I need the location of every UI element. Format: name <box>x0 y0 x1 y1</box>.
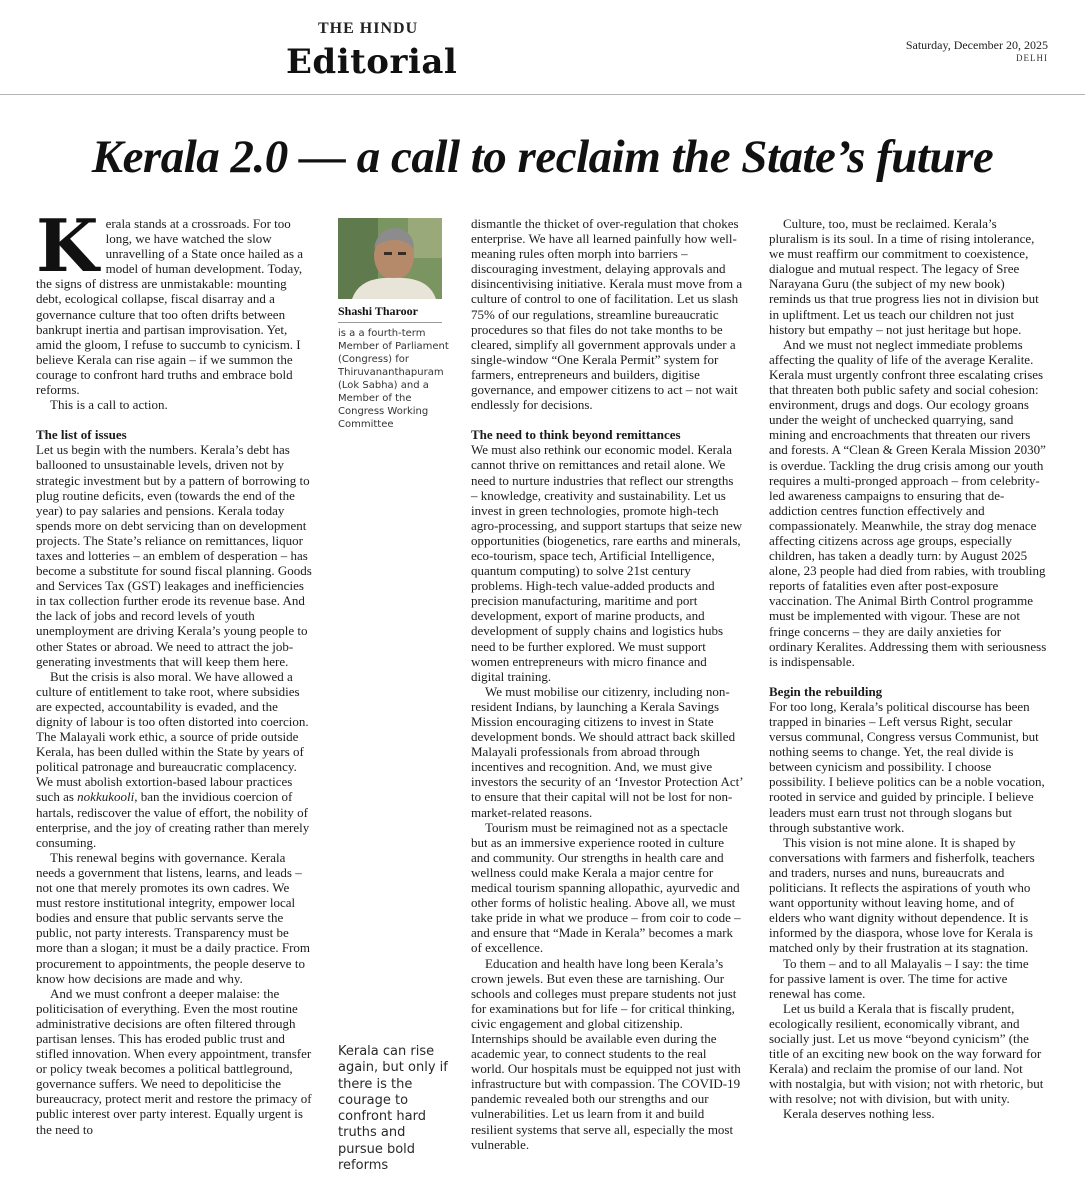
article-column-4 <box>769 216 1047 1122</box>
paragraph <box>36 669 312 850</box>
subheading: Begin the rebuilding <box>769 683 883 699</box>
paragraph: We must also rethink our economic model. Kerala cannot thrive on remittances and retail alone. We need to nurture industries that reflect our strengths – knowledge, creativity and sustainability. Let us invest in green technologies, promote high-tech agro-processing, and support startups that seize new opportunities (biogenetics, rare earths and minerals, eco-tourism, space tech, Artificial Intelligence, quantum computing) to solve 21st century problems. High-tech value-added products and precision manufacturing, maritime and port development, export of marine products, and development of supply chains and logistics hubs need to be further explored. We must support women entrepreneurs with micro finance and digital training. <box>471 442 743 684</box>
subheading: The list of issues <box>36 427 127 443</box>
lead-text: erala stands at a crossroads. For too long, we have watched the slow unravelling of a State once hailed as a model of human development. Today, the signs of distress are unmistakable: mounting debt, ecological collapse, fiscal disarray and a governance culture that too often drifts between bankrupt inertia and partisan improvisation. Yet, amid the gloom, I refuse to succumb to cynicism. I believe Kerala can rise again – if we summon the courage to confront hard truths and embrace bold reforms. <box>36 216 304 398</box>
paragraph-text: But the crisis is also moral. We have allowed a culture of entitlement to take root, where subsidies are expected, accountability is evaded, and the dignity of labour is too often distorted into coercion. The Malayali work ethic, a source of pride outside Kerala, has been dulled within the State by years of political patronage and bureaucratic complacency. We must abolish extortion-based labour practices such as <box>36 668 309 805</box>
author-portrait-image <box>338 218 442 299</box>
paragraph: Let us build a Kerala that is fiscally prudent, ecologically resilient, economically vibrant, and socially just. Let us move “beyond cynicism” (the title of an exciting new book on the way forward for Kerala) and reclaim the promise of our land. Not with nostalgia, but with vision; not with rhetoric, but with resolve; not with division, but with unity. <box>769 1000 1044 1107</box>
paragraph-text: , ban the invidious coercion of hartals, rediscover the value of effort, the nobility of enterprise, and the joy of creating rather than merely consuming. <box>36 789 310 850</box>
publication-date: Saturday, December 20, 2025 <box>905 38 1048 52</box>
italic-term: nokkukooli <box>77 789 135 805</box>
paragraph: Education and health have long been Kerala’s crown jewels. But even these are tarnishing. Our schools and colleges must prepare students not just for examinations but for life – for critical thinking, civic engagement and global citizenship. Internships should be available even during the academic year, to connect students to the real world. Our hospitals must be equipped not just with infrastructure but with compassion. The COVID-19 pandemic revealed both our strengths and our vulnerabilities. Let us learn from it and build resilient systems that serve all, especially the most vulnerable. <box>471 955 741 1152</box>
paragraph: This is a call to action. <box>50 397 168 413</box>
author-bio: is a a fourth-term Member of Parliament (Congress) for Thiruvananthapuram (Lok Sabha) and a Member of the Congress Working Committee <box>338 328 449 430</box>
paragraph: For too long, Kerala’s political discourse has been trapped in binaries – Left versus Right, secular versus communal, Congress versus Communist, but nothing seems to change. Yet, the real divide is between cynicism and possibility. I choose possibility. I believe politics can be a noble vocation, rooted in service and guided by principle. I believe leaders must earn trust not through slogans but through substantive work. <box>769 698 1045 835</box>
paragraph: Culture, too, must be reclaimed. Kerala’s pluralism is its soul. In a time of rising intolerance, we must reaffirm our commitment to coexistence, dialogue and mutual respect. The legacy of Sree Narayana Guru (the subject of my new book) reminds us that true progress lies not in division but in upliftment. Let us teach our children not just history but empathy – not just heritage but hope. <box>769 216 1039 337</box>
masthead-brand: THE HINDU <box>318 20 419 37</box>
drop-cap: K <box>36 203 99 288</box>
author-divider <box>338 322 442 323</box>
paragraph: Let us begin with the numbers. Kerala’s debt has ballooned to unsustainable levels, driven not by strategic investment but by a pattern of borrowing to plug routine deficits, even (towards the end of the year) to pay salaries and pensions. Kerala today spends more on debt servicing than on development projects. The State’s reliance on remittances, liquor taxes and lotteries – an emblem of desperation – has become a substitute for sound fiscal planning. Goods and Services Tax (GST) leakages and inefficiencies in tax collection further erode its revenue base. And the lack of jobs and record levels of youth unemployment are driving Kerala’s young people to other States or abroad. We need to attract the job-generating investments that will keep them here. <box>36 442 312 669</box>
paragraph: Kerala deserves nothing less. <box>783 1106 935 1122</box>
paragraph: To them – and to all Malayalis – I say: the time for passive lament is over. The time for active renewal has come. <box>769 955 1029 1001</box>
article-column-3 <box>471 216 743 1152</box>
pull-quote: Kerala can rise again, but only if there is the courage to confront hard truths and pursue bold reforms <box>338 1044 448 1174</box>
paragraph: And we must confront a deeper malaise: the politicisation of everything. Even the most routine administrative decisions are often filtered through partisan lenses. This has eroded public trust and stifled innovation. When every appointment, transfer or policy tweak becomes a political battleground, governance suffers. We need to depoliticise the bureaucracy, protect merit and restore the primacy of public interest over party interest. Equally urgent is the need to <box>36 985 312 1137</box>
author-photo <box>338 218 442 299</box>
paragraph: dismantle the thicket of over-regulation that chokes enterprise. We have all learned painfully how well-meaning rules often morph into barriers – discouraging investment, delaying approvals and disincentivising initiative. Kerala must move from a culture of control to one of facilitation. Let us slash 75% of our regulations, streamline bureaucratic procedures so that files do not take months to be cleared, simplify all government approvals under a single-window “One Kerala Permit” system for farmers, entrepreneurs and builders, digitise governance, and empower citizens to act – not wait endlessly for decisions. <box>471 216 743 413</box>
paragraph: This vision is not mine alone. It is shaped by conversations with farmers and fisherfolk, teachers and traders, nurses and nuns, bureaucrats and politicians. It reflects the aspirations of youth who want opportunity without leaving home, and of elders who want dignity without dependence. It is informed by the diaspora, whose love for Kerala is matched only by their frustration at its stagnation. <box>769 834 1035 956</box>
edition-label: DELHI <box>1016 53 1048 63</box>
lead-paragraph <box>36 203 312 398</box>
paragraph: We must mobilise our citizenry, including non-resident Indians, by launching a Kerala Savings Mission encouraging citizens to invest in State development bonds. We should attract back skilled Malayali professionals from abroad through incentives and recognition. And, we must give investors the security of an ‘Investor Protection Act’ to ensure that their capital will not be lost for non-market-related reasons. <box>471 683 743 820</box>
paragraph: Tourism must be reimagined not as a spectacle but as an immersive experience rooted in culture and community. Our strengths in health care and wellness could make Kerala a major centre for medical tourism spanning allopathic, ayurvedic and other forms of holistic healing. Above all, we must take pride in what we produce – from coir to code – and ensure that “Made in Kerala” becomes a mark of excellence. <box>471 819 741 956</box>
section-title: Editorial <box>286 42 458 82</box>
subheading: The need to think beyond remittances <box>471 427 681 443</box>
author-name: Shashi Tharoor <box>338 304 418 318</box>
article-column-1 <box>36 203 312 1137</box>
paragraph: And we must not neglect immediate problems affecting the quality of life of the average Keralite. Kerala must urgently confront three escalating crises that threaten both public safety and social cohesion: environment, drugs and dogs. Our ecology groans under the weight of unchecked quarrying, sand mining and encroachments that threaten our rivers and forests. A “Clean & Green Kerala Mission 2030” is overdue. Tackling the drug crisis among our youth requires a multi-pronged approach – from celebrity-led awareness campaigns to ensuring that de-addiction centres function effectively and compassionately. Meanwhile, the stray dog menace affecting citizens across age groups, especially children, has taken a deadly turn: by August 2025 alone, 23 people had died from rabies, with troubling reports of fatalities even after post-exposure vaccination. The Animal Birth Control programme must be implemented with vigour. These are not fringe concerns – they are daily anxieties for ordinary Keralites. Addressing them with seriousness is indispensable. <box>769 336 1047 669</box>
masthead-divider <box>0 94 1085 95</box>
article-headline: Kerala 2.0 — a call to reclaim the State’s future <box>91 131 994 183</box>
paragraph: This renewal begins with governance. Kerala needs a government that listens, learns, and leads – not one that merely promotes its own cadres. We must restore institutional integrity, empower local bodies and ensure that public servants serve the public, not party interests. Transparency must be more than a slogan; it must be a daily practice. From procurement to appointments, the people deserve to know how decisions are made and why. <box>36 849 311 986</box>
